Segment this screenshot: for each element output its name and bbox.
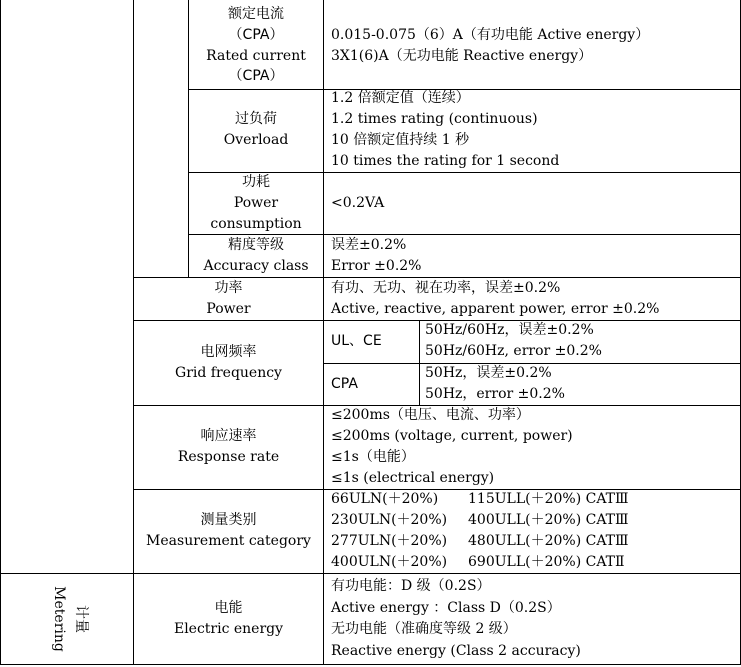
- overload-value-line: 10 倍额定值持续 1 秒: [331, 132, 470, 148]
- measurement-right-value: 115ULL(＋20%) CATⅢ: [468, 491, 629, 507]
- power-consumption-label-en: Power: [233, 195, 279, 211]
- measurement-category-label-cn: 测量类别: [200, 512, 257, 528]
- power-label-cn: 功率: [214, 280, 243, 296]
- power-consumption-label-cn: 功耗: [242, 174, 270, 190]
- response-rate-label-en: Response rate: [177, 449, 280, 465]
- measurement-left-value: 400ULN(＋20%): [331, 554, 448, 570]
- overload-label-cn: 过负荷: [235, 111, 277, 127]
- electric-energy-value-line: Active energy ：Class D（0.2S）: [331, 600, 561, 616]
- response-rate-value-line: ≤200ms (voltage, current, power): [331, 428, 573, 444]
- accuracy-class-value-line: Error ±0.2%: [331, 258, 422, 274]
- electric-energy-value-line: 有功电能：D 级（0.2S）: [331, 578, 491, 594]
- grid-frequency-sub-value: 50Hz/60Hz，误差±0.2%: [425, 322, 594, 338]
- power-consumption-value: <0.2VA: [331, 195, 385, 211]
- metering-section-en: Metering: [51, 586, 67, 652]
- metering-section-cn: 计量: [73, 605, 89, 633]
- accuracy-class-label-en: Accuracy class: [203, 258, 309, 274]
- grid-frequency-sub-value: 50Hz，error ±0.2%: [425, 386, 565, 402]
- power-consumption-label-en-2: consumption: [210, 216, 302, 232]
- response-rate-value-line: ≤1s (electrical energy): [331, 470, 495, 486]
- rule: [0, 573, 741, 574]
- rule: [0, 664, 741, 665]
- rule: [323, 0, 324, 665]
- electric-energy-value-line: 无功电能（准确度等级 2 级）: [331, 621, 517, 637]
- grid-frequency-label-en: Grid frequency: [175, 365, 282, 381]
- rated-current-label-cpa: （CPA）: [228, 27, 284, 43]
- overload-value-line: 10 times the rating for 1 second: [331, 153, 560, 169]
- rated-current-label-cn: 额定电流: [228, 6, 284, 22]
- rule: [0, 0, 1, 665]
- response-rate-value-line: ≤1s（电能）: [331, 449, 415, 465]
- overload-value-line: 1.2 times rating (continuous): [331, 111, 538, 127]
- grid-frequency-sub-value: 50Hz/60Hz, error ±0.2%: [425, 343, 602, 359]
- measurement-left-value: 277ULN(＋20%): [331, 533, 448, 549]
- rule: [133, 0, 134, 665]
- power-value-line: 有功、无功、视在功率，误差±0.2%: [331, 280, 561, 296]
- accuracy-class-label-cn: 精度等级: [228, 237, 284, 253]
- measurement-left-value: 230ULN(＋20%): [331, 512, 448, 528]
- measurement-right-value: 690ULL(＋20%) CATⅡ: [468, 554, 625, 570]
- rated-current-label-cpa-2: （CPA）: [228, 68, 284, 84]
- rated-current-value-line: 3X1(6)A（无功电能 Reactive energy）: [331, 48, 593, 64]
- accuracy-class-value-line: 误差±0.2%: [331, 237, 407, 253]
- electric-energy-label-cn: 电能: [214, 600, 243, 616]
- rated-current-label-en: Rated current: [206, 48, 306, 64]
- measurement-right-value: 400ULL(＋20%) CATⅢ: [468, 512, 629, 528]
- overload-value-line: 1.2 倍额定值（连续）: [331, 90, 470, 106]
- power-value-line: Active, reactive, apparent power, error ±0.2%: [331, 301, 660, 317]
- grid-frequency-sub-name: CPA: [331, 376, 358, 392]
- electric-energy-label-en: Electric energy: [173, 621, 284, 637]
- overload-label-en: Overload: [223, 132, 289, 148]
- grid-frequency-sub-name: UL、CE: [331, 333, 382, 349]
- rule: [419, 320, 420, 406]
- measurement-left-value: 66ULN(＋20%): [331, 491, 439, 507]
- measurement-right-value: 480ULL(＋20%) CATⅢ: [468, 533, 629, 549]
- rated-current-value-line: 0.015-0.075（6）A（有功电能 Active energy）: [331, 27, 650, 43]
- response-rate-value-line: ≤200ms（电压、电流、功率）: [331, 407, 530, 423]
- measurement-category-label-en: Measurement category: [146, 533, 311, 549]
- response-rate-label-cn: 响应速率: [200, 428, 257, 444]
- electric-energy-value-line: Reactive energy (Class 2 accuracy): [331, 643, 581, 659]
- grid-frequency-sub-value: 50Hz，误差±0.2%: [425, 365, 552, 381]
- grid-frequency-label-cn: 电网频率: [200, 344, 257, 360]
- power-label-en: Power: [206, 301, 251, 317]
